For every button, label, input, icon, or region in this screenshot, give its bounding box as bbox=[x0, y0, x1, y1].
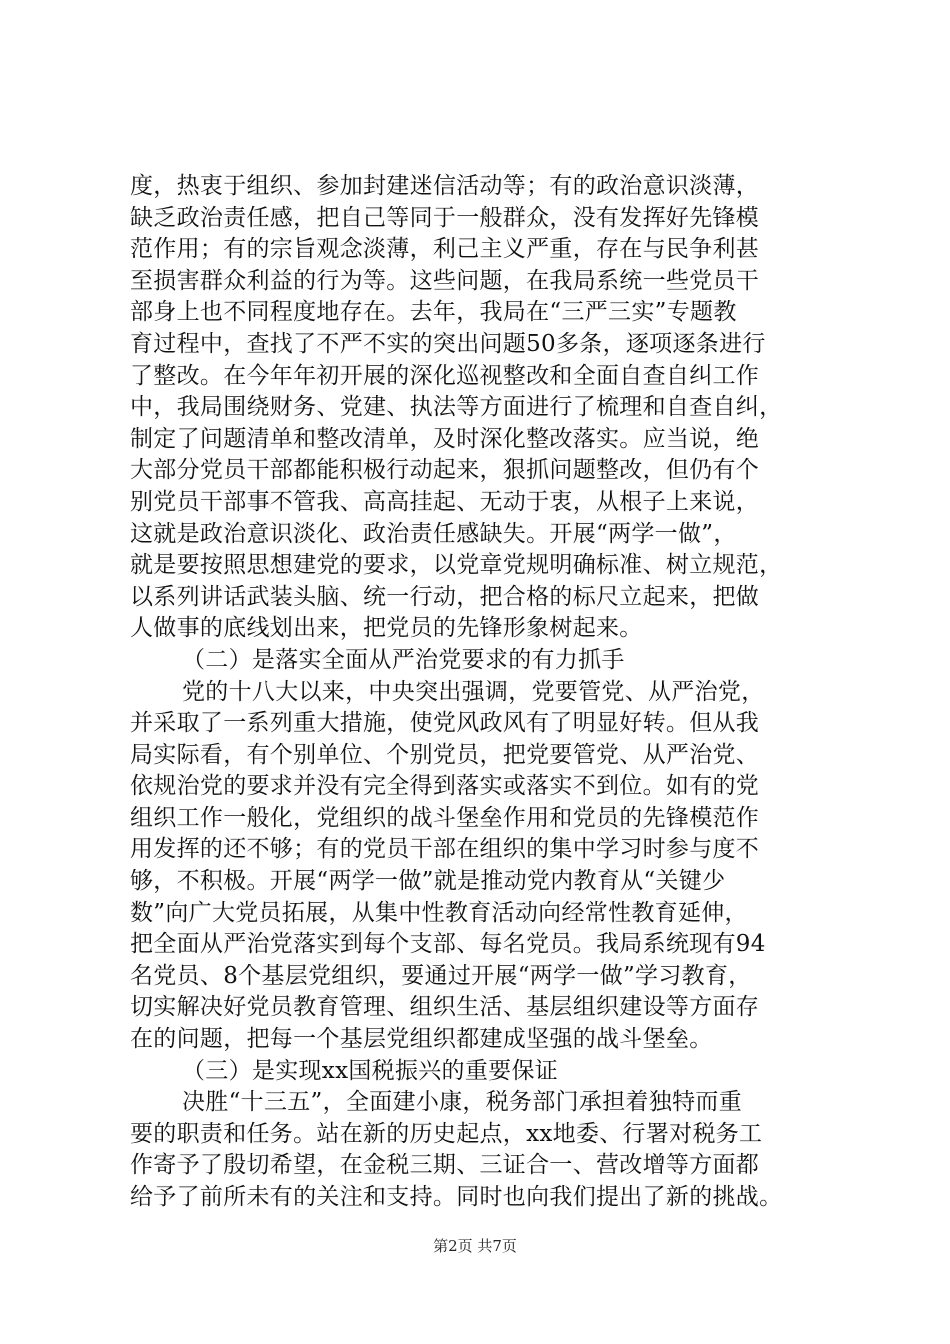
text-line: 数”向广大党员拓展，从集中性教育活动向经常性教育延伸， bbox=[130, 899, 748, 926]
text-line: 范作用；有的宗旨观念淡薄，利己主义严重，存在与民争利甚 bbox=[130, 236, 760, 263]
text-line: 切实解决好党员教育管理、组织生活、基层组织建设等方面存 bbox=[130, 994, 760, 1021]
text-line: 用发挥的还不够；有的党员干部在组织的集中学习时参与度不 bbox=[130, 836, 760, 863]
text-line: 把全面从严治党落实到每个支部、每名党员。我局系统现有94 bbox=[130, 931, 766, 958]
text-line: 中，我局围绕财务、党建、执法等方面进行了梳理和自查自纠， bbox=[130, 394, 783, 421]
text-line: 组织工作一般化，党组织的战斗堡垒作用和党员的先锋模范作 bbox=[130, 804, 760, 831]
text-line: 就是要按照思想建党的要求，以党章党规明确标准、树立规范， bbox=[130, 552, 783, 579]
text-line: 在的问题，把每一个基层党组织都建成坚强的战斗堡垒。 bbox=[130, 1026, 713, 1053]
text-line: 决胜“十三五”，全面建小康，税务部门承担着独特而重 bbox=[182, 1089, 743, 1116]
text-line: 并采取了一系列重大措施，使党风政风有了明显好转。但从我 bbox=[130, 710, 760, 737]
text-line: 这就是政治意识淡化、政治责任感缺失。开展“两学一做”， bbox=[130, 520, 737, 547]
text-line: （二）是落实全面从严治党要求的有力抓手 bbox=[182, 646, 625, 673]
text-line: 别党员干部事不管我、高高挂起、无动于衷，从根子上来说， bbox=[130, 488, 760, 515]
text-line: 制定了问题清单和整改清单，及时深化整改落实。应当说，绝 bbox=[130, 425, 760, 452]
text-line: 依规治党的要求并没有完全得到落实或落实不到位。如有的党 bbox=[130, 773, 760, 800]
text-line: 作寄予了殷切希望，在金税三期、三证合一、营改增等方面都 bbox=[130, 1152, 760, 1179]
text-line: 局实际看，有个别单位、个别党员，把党要管党、从严治党、 bbox=[130, 741, 760, 768]
text-line: 至损害群众利益的行为等。这些问题，在我局系统一些党员干 bbox=[130, 267, 760, 294]
text-line: 要的职责和任务。站在新的历史起点，xx地委、行署对税务工 bbox=[130, 1120, 763, 1147]
text-line: 大部分党员干部都能积极行动起来，狠抓问题整改，但仍有个 bbox=[130, 457, 760, 484]
text-line: 人做事的底线划出来，把党员的先锋形象树起来。 bbox=[130, 615, 643, 642]
text-line: 够，不积极。开展“两学一做”就是推动党内教育从“关键少 bbox=[130, 868, 726, 895]
text-line: 名党员、8个基层党组织，要通过开展“两学一做”学习教育， bbox=[130, 962, 752, 989]
text-line: 部身上也不同程度地存在。去年，我局在“三严三实”专题教 bbox=[130, 299, 737, 326]
text-line: 党的十八大以来，中央突出强调，党要管党、从严治党， bbox=[182, 678, 765, 705]
text-line: 了整改。在今年年初开展的深化巡视整改和全面自查自纠工作 bbox=[130, 362, 760, 389]
document-body bbox=[130, 171, 840, 1214]
text-line: 以系列讲话武装头脑、统一行动，把合格的标尺立起来，把做 bbox=[130, 583, 760, 610]
text-line: 给予了前所未有的关注和支持。同时也向我们提出了新的挑战。 bbox=[130, 1184, 783, 1210]
text-line: 度，热衷于组织、参加封建迷信活动等；有的政治意识淡薄， bbox=[130, 173, 760, 199]
page-footer: 第2页 共7页 bbox=[433, 1237, 517, 1255]
text-line: 育过程中，查找了不严不实的突出问题50多条，逐项逐条进行 bbox=[130, 330, 766, 357]
text-line: 缺乏政治责任感，把自己等同于一般群众，没有发挥好先锋模 bbox=[130, 204, 760, 231]
text-line: （三）是实现xx国税振兴的重要保证 bbox=[182, 1057, 559, 1084]
